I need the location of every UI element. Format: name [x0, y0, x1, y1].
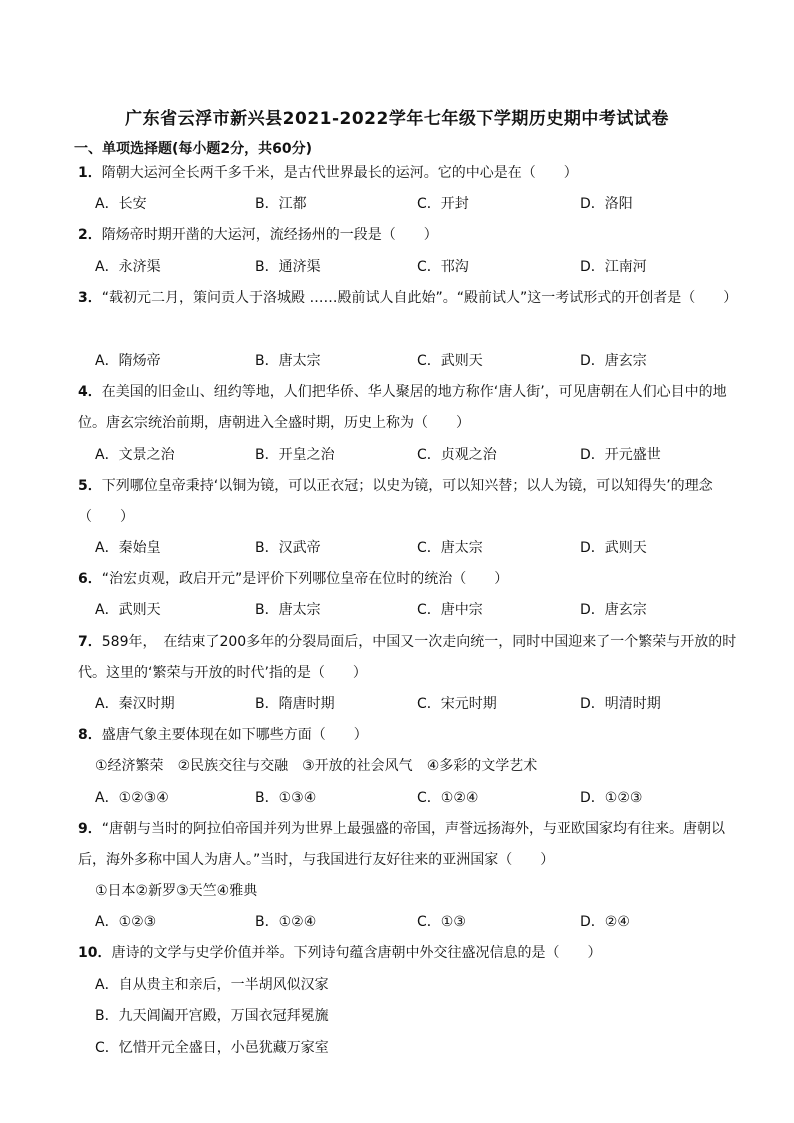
question-2: [78, 220, 750, 251]
option-a: A．文景之治: [95, 447, 175, 463]
question-text: “载初元二月，策问贡人于洛城殿 ……殿前试人自此始”。“殿前试人”这一考试形式的开创者是（ ）: [101, 290, 738, 306]
question-10: [78, 938, 750, 969]
question-5-options: [95, 533, 755, 564]
option-b: B．汉武帝: [255, 540, 321, 556]
question-text: 隋朝大运河全长两千多千米，是古代世界最长的运河。它的中心是在（ ）: [101, 165, 578, 181]
item-3: ③开放的社会风气: [302, 758, 413, 774]
question-number: 5．: [78, 478, 102, 494]
question-9-options: [95, 907, 755, 938]
option-c: C．唐太宗: [417, 540, 483, 556]
question-number: 3．: [78, 290, 102, 306]
option-d: D．洛阳: [580, 196, 633, 212]
question-text: 在美国的旧金山、纽约等地，人们把华侨、华人聚居的地方称作‘唐人街’，可见唐朝在人们心目中的地位。唐玄宗统治前期，唐朝进入全盛时期，历史上称为（ ）: [78, 384, 727, 431]
option-c: C．①②④: [417, 790, 479, 806]
question-number: 10．: [78, 945, 112, 961]
question-number: 6．: [78, 571, 102, 587]
option-b: B．开皇之治: [255, 447, 335, 463]
option-b: B．①②④: [255, 914, 317, 930]
question-4: [78, 377, 750, 439]
question-3: [78, 283, 750, 314]
option-a: A．①②③: [95, 914, 157, 930]
option-a: A．秦始皇: [95, 540, 161, 556]
question-1-options: [95, 189, 755, 220]
option-b: B．隋唐时期: [255, 696, 335, 712]
option-c: C．唐中宗: [417, 602, 483, 618]
question-text: 下列哪位皇帝秉持‘以铜为镜，可以正衣冠；以史为镜，可以知兴替；以人为镜，可以知得失’的理念（ ）: [78, 478, 713, 525]
question-number: 1．: [78, 165, 102, 181]
question-8-items: [95, 751, 551, 782]
option-c: C．开封: [417, 196, 469, 212]
option-a: A．秦汉时期: [95, 696, 175, 712]
option-b: B．通济渠: [255, 259, 321, 275]
option-b: B．唐太宗: [255, 353, 321, 369]
option-b: B．①③④: [255, 790, 317, 806]
question-4-options: [95, 440, 755, 471]
question-number: 9．: [78, 821, 102, 837]
option-d: D．①②③: [580, 790, 643, 806]
question-text: 589年， 在结束了200多年的分裂局面后，中国又一次走向统一，同时中国迎来了一个繁荣与开放的时代。这里的‘繁荣与开放的时代’指的是（ ）: [78, 634, 737, 681]
question-8: [78, 720, 750, 751]
option-a: A．永济渠: [95, 259, 161, 275]
question-9-items: ①日本②新罗③天竺④雅典: [95, 883, 258, 899]
question-8-options: [95, 783, 755, 814]
question-number: 7．: [78, 634, 102, 650]
option-b: B．九天阊阖开宫殿，万国衣冠拜冕旒: [95, 1008, 329, 1024]
option-c: C．宋元时期: [417, 696, 497, 712]
section-heading: 一、单项选择题(每小题2分，共60分): [74, 141, 313, 157]
question-3-options: [95, 346, 755, 377]
question-6-options: [95, 595, 755, 626]
question-number: 4．: [78, 384, 102, 400]
option-b: B．江都: [255, 196, 307, 212]
option-c: C．贞观之治: [417, 447, 497, 463]
question-text: 隋炀帝时期开凿的大运河，流经扬州的一段是（ ）: [101, 227, 438, 243]
option-c: C．①③: [417, 914, 466, 930]
question-7: [78, 627, 750, 689]
option-a: A．①②③④: [95, 790, 169, 806]
option-a: A．隋炀帝: [95, 353, 161, 369]
option-d: D．唐玄宗: [580, 602, 647, 618]
question-number: 2．: [78, 227, 102, 243]
option-c: C．忆惜开元全盛日，小邑犹藏万家室: [95, 1040, 329, 1056]
option-b: B．唐太宗: [255, 602, 321, 618]
question-9: [78, 814, 750, 876]
question-1: [78, 158, 750, 189]
question-6: [78, 564, 750, 595]
option-d: D．唐玄宗: [580, 353, 647, 369]
option-a: A．自从贵主和亲后，一半胡风似汉家: [95, 977, 329, 993]
option-c: C．邗沟: [417, 259, 469, 275]
question-7-options: [95, 689, 755, 720]
question-text: “治宏贞观，政启开元”是评价下列哪位皇帝在位时的统治（ ）: [101, 571, 509, 587]
exam-title: 广东省云浮市新兴县2021-2022学年七年级下学期历史期中考试试卷: [125, 109, 669, 129]
question-text: “唐朝与当时的阿拉伯帝国并列为世界上最强盛的帝国，声誉远扬海外，与亚欧国家均有往来。唐朝以后，海外多称中国人为唐人。”当时，与我国进行友好往来的亚洲国家（ ）: [78, 821, 726, 868]
option-c: C．武则天: [417, 353, 483, 369]
item-4: ④多彩的文学艺术: [426, 758, 538, 774]
item-1: ①经济繁荣: [95, 758, 164, 774]
option-d: D．武则天: [580, 540, 647, 556]
question-text: 唐诗的文学与史学价值并举。下列诗句蕴含唐朝中外交往盛况信息的是（ ）: [111, 945, 602, 961]
question-text: 盛唐气象主要体现在如下哪些方面（ ）: [101, 727, 368, 743]
option-a: A．武则天: [95, 602, 161, 618]
question-2-options: [95, 252, 755, 283]
item-2: ②民族交往与交融: [177, 758, 289, 774]
option-d: D．明清时期: [580, 696, 661, 712]
question-number: 8．: [78, 727, 102, 743]
option-d: D．开元盛世: [580, 447, 661, 463]
option-d: D．②④: [580, 914, 630, 930]
option-a: A．长安: [95, 196, 147, 212]
option-d: D．江南河: [580, 259, 647, 275]
question-5: [78, 471, 750, 533]
